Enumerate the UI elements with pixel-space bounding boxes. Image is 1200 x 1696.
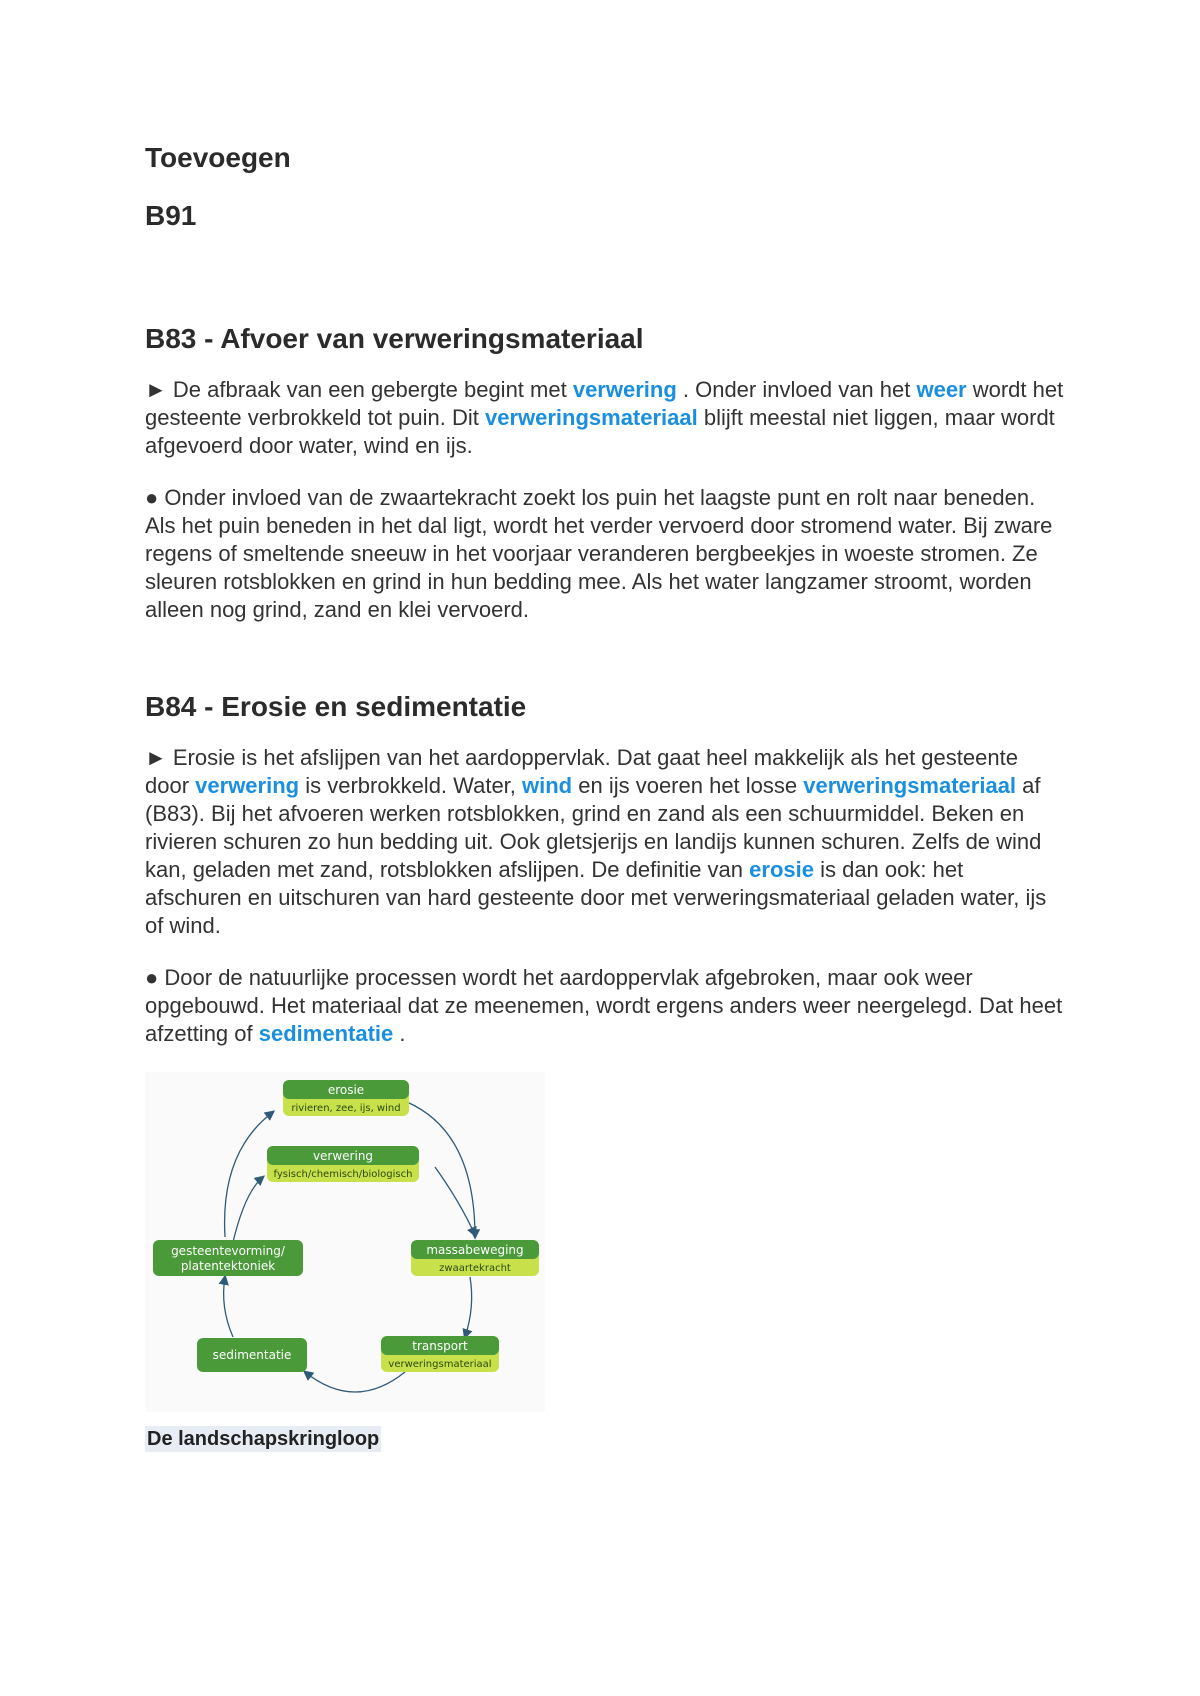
diagram-box-sedimentatie: [197, 1338, 307, 1372]
keyword-link-erosie[interactable]: erosie: [749, 857, 814, 882]
keyword-link-weer[interactable]: weer: [916, 377, 967, 402]
transport-title: transport: [412, 1339, 468, 1353]
b84-paragraph-1: [145, 744, 1065, 940]
text: ● Door de natuurlijke processen wordt het aardoppervlak afgebroken, maar ook weer opgebouwd. Het materiaal dat ze meenemen, wordt ergens anders weer neergelegd. Dat heet afzetting of: [145, 965, 1063, 1046]
b84-paragraph-2: [145, 964, 1065, 1048]
gesteentevorming-title-line2: platentektoniek: [180, 1259, 276, 1273]
cycle-diagram-svg: [145, 1072, 545, 1412]
b83-paragraph-2: ● Onder invloed van de zwaartekracht zoekt los puin het laagste punt en rolt naar beneden. Als het puin beneden in het dal ligt, wordt het verder vervoerd door stromend water. Bij zware regens of smeltende sneeuw in het voorjaar veranderen bergbeekjes in woeste stromen. Ze sleuren rotsblokken en grind in hun bedding mee. Als het water langzamer stroomt, worden alleen nog grind, zand en klei vervoerd.: [145, 485, 1053, 622]
heading-b91: B91: [145, 200, 197, 231]
keyword-link-wind[interactable]: wind: [522, 773, 573, 798]
transport-subtitle: verweringsmateriaal: [388, 1359, 492, 1370]
figure-caption: De landschapskringloop: [147, 1428, 380, 1450]
erosie-subtitle: rivieren, zee, ijs, wind: [291, 1103, 401, 1114]
massabeweging-subtitle: zwaartekracht: [439, 1263, 511, 1274]
diagram-box-erosie: [283, 1080, 409, 1116]
text: af (B83). Bij het afvoeren werken rotsblokken, grind en zand als een schuurmiddel. Beken en rivieren schuren zo hun bedding uit. Ook gletsjerijs en landijs kunnen schuren. Zelfs de wind kan, geladen met zand, rotsblokken afslijpen. De definitie van: [145, 773, 1042, 882]
spacer: [145, 648, 1065, 690]
verwering-title: verwering: [312, 1149, 374, 1163]
massabeweging-title: massabeweging: [426, 1243, 524, 1257]
diagram-box-verwering: [267, 1146, 419, 1182]
b83-paragraph-1: [145, 376, 1065, 460]
keyword-link-sedimentatie[interactable]: sedimentatie: [258, 1021, 394, 1046]
diagram-box-massabeweging: [411, 1240, 539, 1276]
sedimentatie-title: sedimentatie: [212, 1348, 292, 1362]
text: ► De afbraak van een gebergte begint met: [145, 377, 573, 402]
keyword-link-verwering[interactable]: verwering: [195, 773, 300, 798]
section-title-b84: B84 - Erosie en sedimentatie: [145, 691, 527, 722]
keyword-link-verwering[interactable]: verwering: [572, 377, 677, 402]
text: .: [393, 1021, 406, 1046]
text: en ijs voeren het losse: [572, 773, 804, 798]
text: is verbrokkeld. Water,: [299, 773, 523, 798]
landschapskringloop-diagram: [145, 1072, 545, 1412]
verwering-subtitle: fysisch/chemisch/biologisch: [273, 1169, 413, 1180]
keyword-link-verweringsmateriaal[interactable]: verweringsmateriaal: [803, 773, 1017, 798]
text: wordt het gesteente verbrokkeld tot puin. Dit: [145, 377, 1064, 430]
diagram-box-transport: [381, 1336, 499, 1372]
section-title-b83: B83 - Afvoer van verweringsmateriaal: [145, 323, 644, 354]
keyword-link-verweringsmateriaal[interactable]: verweringsmateriaal: [484, 405, 698, 430]
heading-toevoegen: Toevoegen: [145, 142, 291, 173]
diagram-box-gesteentevorming: [153, 1240, 303, 1276]
erosie-title: erosie: [327, 1083, 365, 1097]
text: . Onder invloed van het: [676, 377, 917, 402]
gesteentevorming-title-line1: gesteentevorming/: [171, 1244, 285, 1258]
text: is dan ook: het afschuren en uitschuren van hard gesteente door met verweringsmateriaal geladen water, ijs of wind.: [145, 857, 1047, 938]
document-page: [145, 140, 1065, 1452]
text: blijft meestal niet liggen, maar wordt afgevoerd door water, wind en ijs.: [145, 405, 1055, 458]
text: ► Erosie is het afslijpen van het aardoppervlak. Dat gaat heel makkelijk als het gesteente door: [145, 745, 1018, 798]
